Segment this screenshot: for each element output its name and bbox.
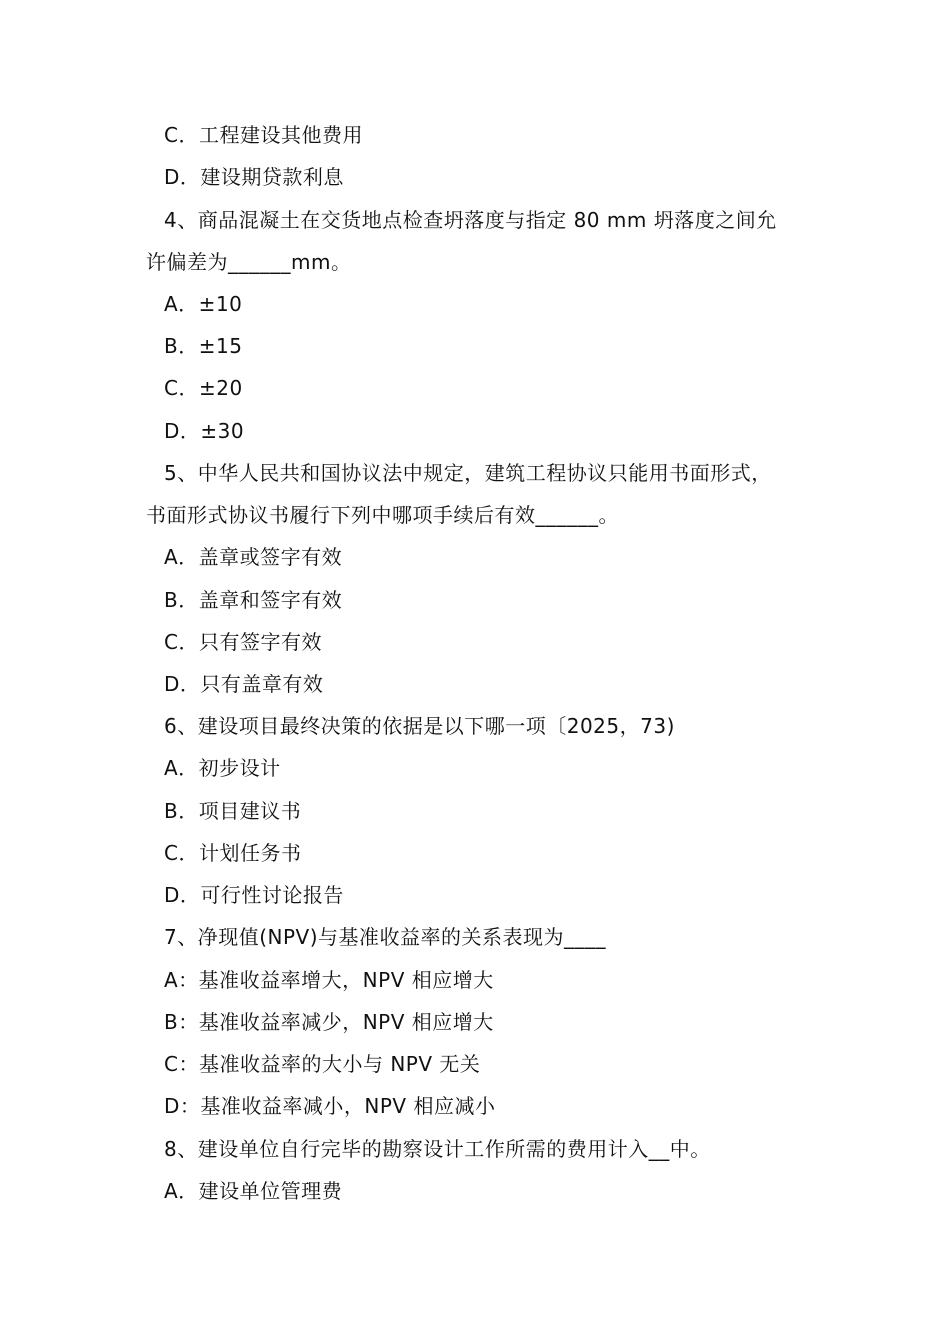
question-5-option-b: B．盖章和签字有效	[164, 588, 343, 612]
question-7-option-a: A：基准收益率增大，NPV 相应增大	[164, 968, 494, 992]
question-4-text: 4、商品混凝土在交货地点检查坍落度与指定 80 mm 坍落度之间允	[164, 208, 777, 232]
question-4-option-c: C．±20	[164, 376, 243, 400]
option-c-line: C．工程建设其他费用	[164, 123, 363, 147]
question-5-continuation: 书面形式协议书履行下列中哪项手续后有效______。	[146, 503, 619, 527]
question-8-text: 8、建设单位自行完毕的勘察设计工作所需的费用计入__中。	[164, 1137, 711, 1161]
option-d-line: D．建设期贷款利息	[164, 165, 344, 189]
question-6-option-d: D．可行性讨论报告	[164, 883, 344, 907]
question-6-option-a: A．初步设计	[164, 756, 281, 780]
question-5-option-c: C．只有签字有效	[164, 630, 322, 654]
question-5-text: 5、中华人民共和国协议法中规定，建筑工程协议只能用书面形式，	[164, 461, 772, 485]
question-4-option-b: B．±15	[164, 334, 243, 358]
question-4-continuation: 许偏差为______mm。	[146, 250, 352, 274]
question-5-option-d: D．只有盖章有效	[164, 672, 324, 696]
question-8-option-a: A．建设单位管理费	[164, 1179, 343, 1203]
question-6-option-c: C．计划任务书	[164, 841, 302, 865]
question-4-option-a: A．±10	[164, 292, 243, 316]
question-7-option-d: D：基准收益率减小，NPV 相应减小	[164, 1094, 496, 1118]
question-6-option-b: B．项目建议书	[164, 799, 302, 823]
question-7-text: 7、净现值(NPV)与基准收益率的关系表现为____	[164, 925, 607, 949]
question-7-option-b: B：基准收益率减少，NPV 相应增大	[164, 1010, 494, 1034]
question-6-text: 6、建设项目最终决策的依据是以下哪一项〔2025，73)	[164, 714, 675, 738]
question-7-option-c: C：基准收益率的大小与 NPV 无关	[164, 1052, 481, 1076]
question-5-option-a: A．盖章或签字有效	[164, 545, 343, 569]
question-4-option-d: D．±30	[164, 419, 245, 443]
